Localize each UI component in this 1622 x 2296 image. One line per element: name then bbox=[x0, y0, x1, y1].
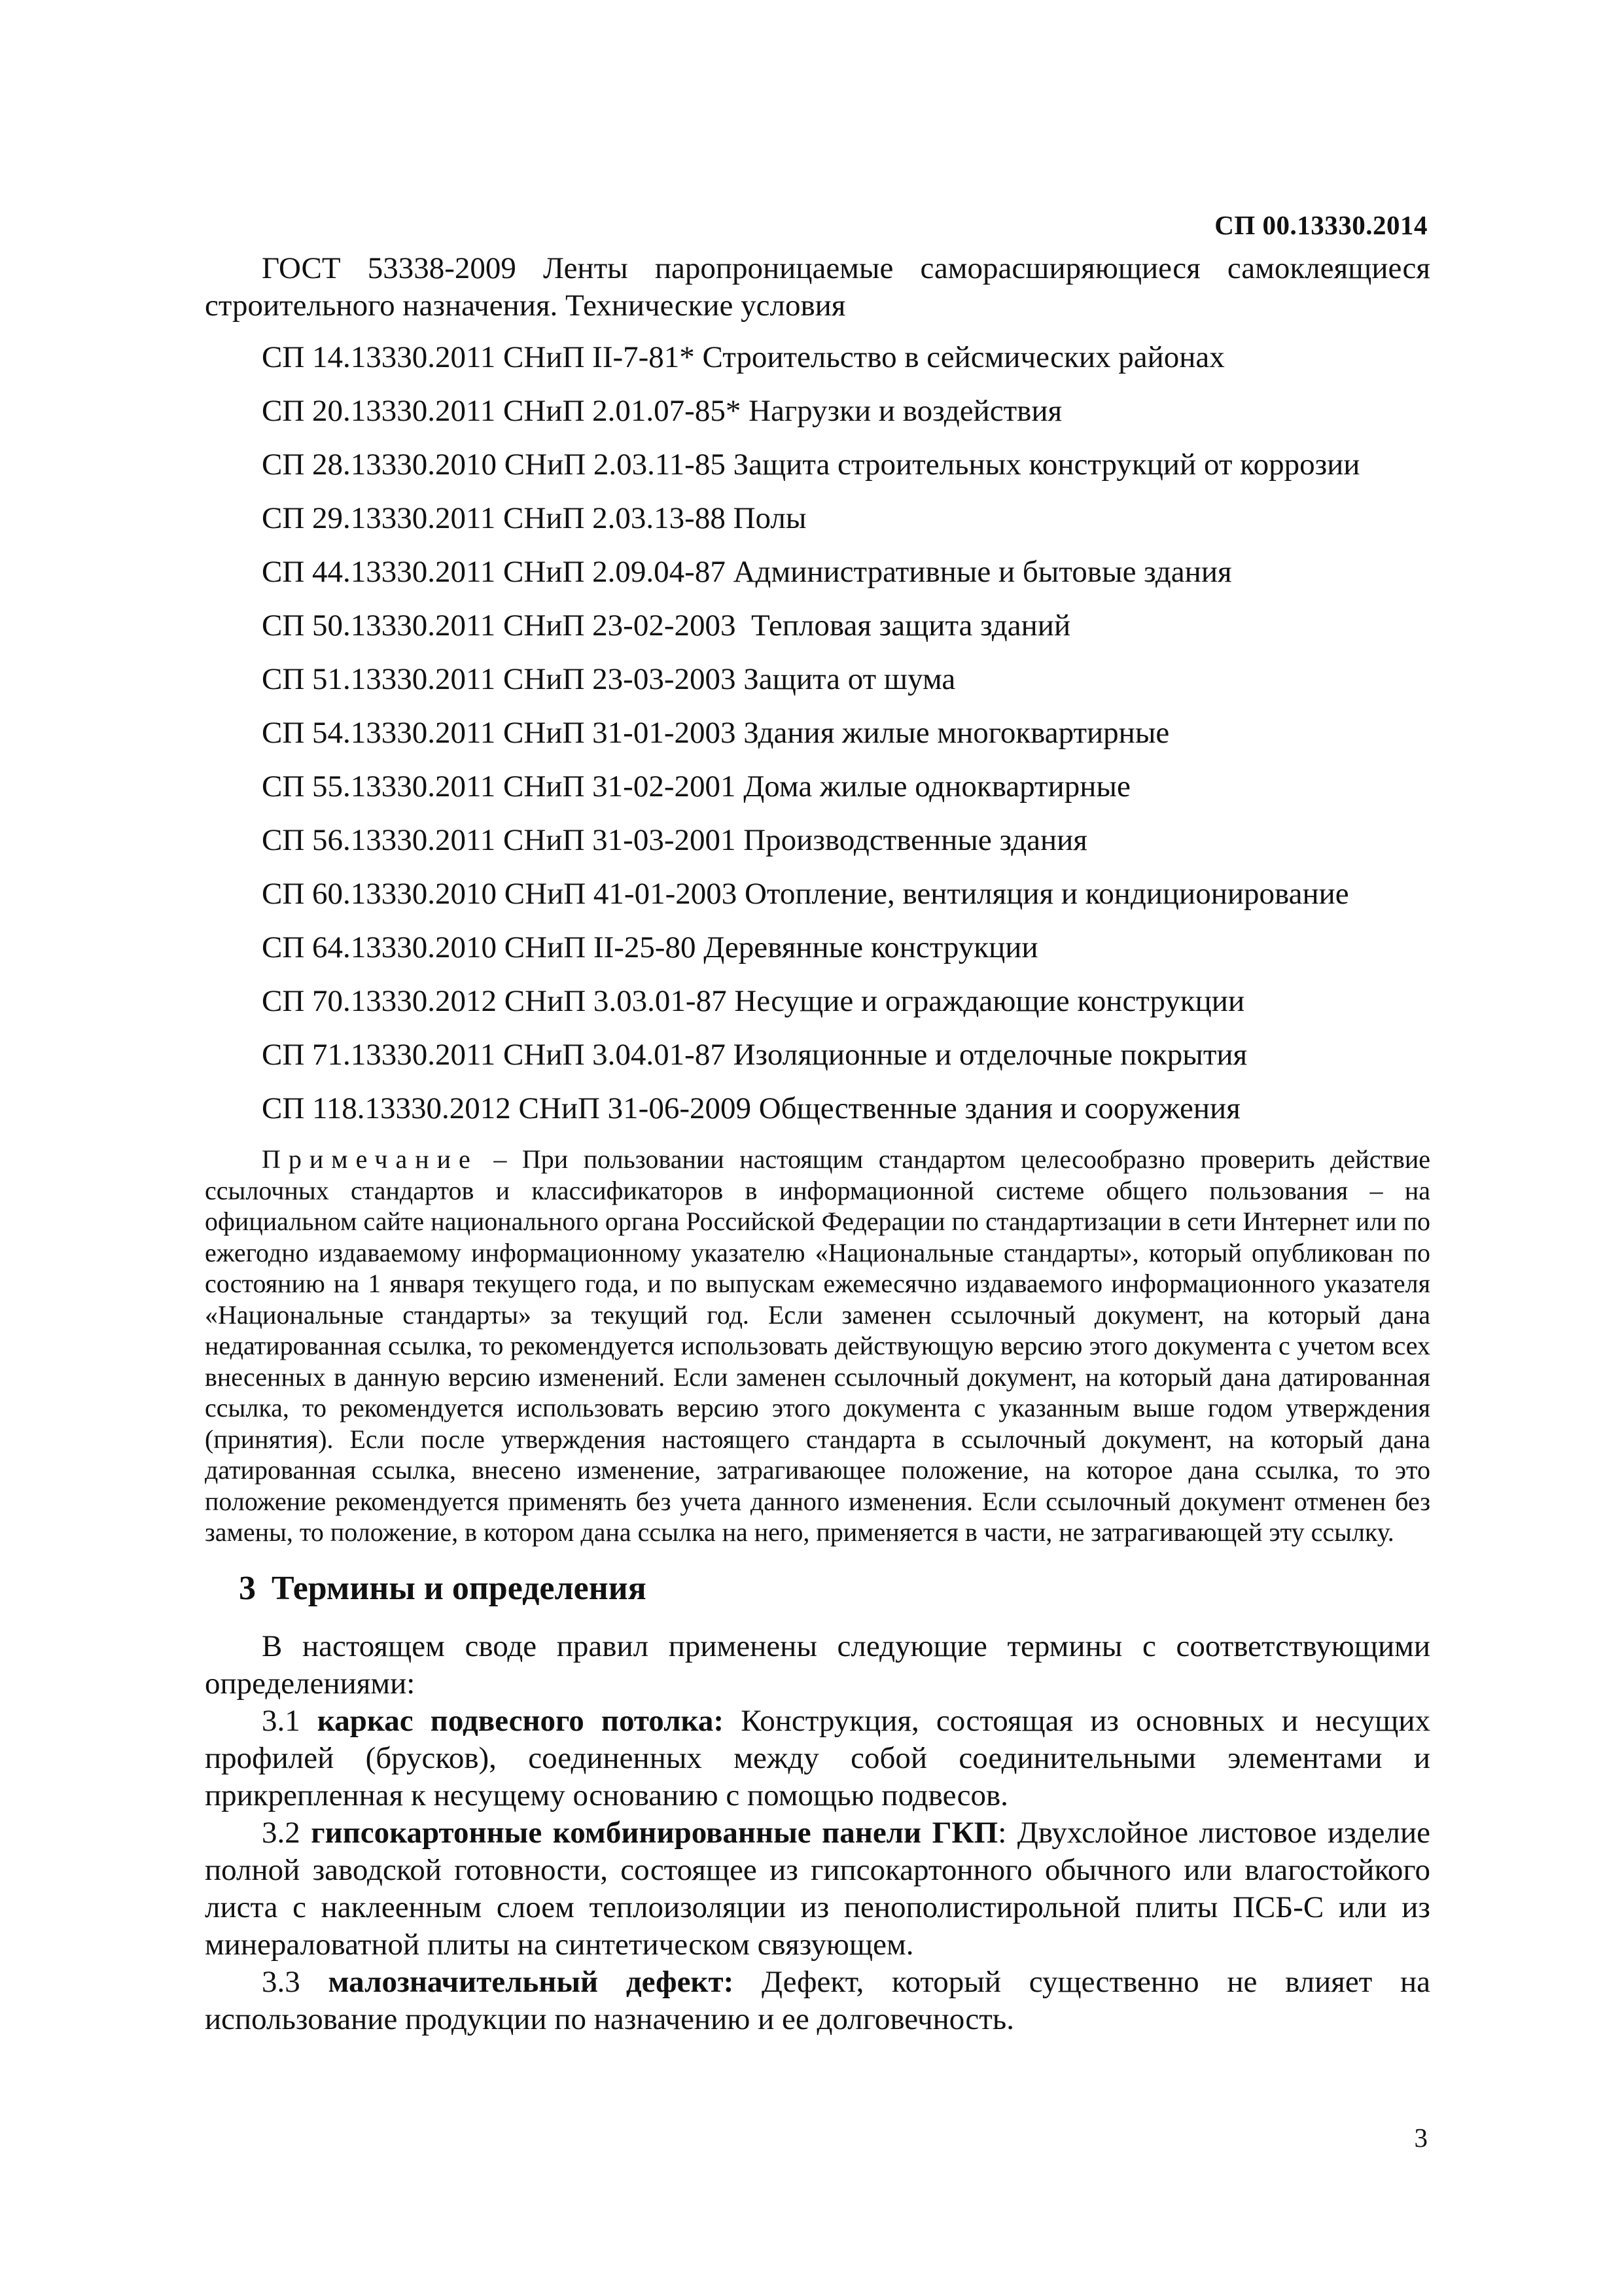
reference-item: СП 55.13330.2011 СНиП 31-02-2001 Дома жилые одноквартирные bbox=[262, 769, 1131, 804]
page-content bbox=[205, 250, 1430, 2038]
term-number: 3.2 bbox=[262, 1815, 300, 1850]
reference-item: СП 20.13330.2011 СНиП 2.01.07-85* Нагрузки и воздействия bbox=[262, 394, 1063, 428]
term-number: 3.3 bbox=[262, 1964, 300, 1999]
term-name: гипсокартонные комбинированные панели ГКП bbox=[311, 1815, 998, 1850]
reference-list bbox=[205, 339, 1430, 1127]
reference-item: СП 60.13330.2010 СНиП 41-01-2003 Отопление, вентиляция и кондиционирование bbox=[262, 877, 1349, 911]
reference-item: СП 14.13330.2011 СНиП II-7-81* Строительство в сейсмических районах bbox=[262, 340, 1225, 374]
reference-item: СП 29.13330.2011 СНиП 2.03.13-88 Полы bbox=[262, 501, 807, 535]
page-number: 3 bbox=[1414, 2123, 1428, 2153]
reference-gost: ГОСТ 53338-2009 Ленты паропроницаемые саморасширяющиеся самоклеящиеся строительного назначения. Технические условия bbox=[205, 251, 1430, 323]
term-text: Конструкция, состоящая из основных и несущих профилей (брусков), соединенных между собой соединительными элементами и прикрепленная к несущему основанию с помощью подвесов. bbox=[205, 1703, 1430, 1812]
term-definition bbox=[205, 1814, 1430, 1964]
reference-item: СП 56.13330.2011 СНиП 31-03-2001 Производственные здания bbox=[262, 823, 1087, 857]
reference-item: СП 51.13330.2011 СНиП 23-03-2003 Защита от шума bbox=[262, 662, 956, 696]
term-name: каркас подвесного потолка: bbox=[317, 1703, 724, 1738]
term-name: малозначительный дефект: bbox=[328, 1964, 734, 1999]
section-heading bbox=[205, 1568, 1430, 1610]
document-code: СП 00.13330.2014 bbox=[1214, 210, 1428, 240]
section-intro: В настоящем своде правил применены следующие термины с соответствующими определениями: bbox=[205, 1629, 1430, 1701]
reference-item: СП 44.13330.2011 СНиП 2.09.04-87 Административные и бытовые здания bbox=[262, 555, 1232, 589]
reference-item: СП 118.13330.2012 СНиП 31-06-2009 Общественные здания и сооружения bbox=[262, 1091, 1241, 1125]
note-text: – При пользовании настоящим стандартом целесообразно проверить действие ссылочных стандартов и классификаторов в информационной системе общего пользования – на официальном сайте национального органа Российской Федерации по стандартизации в сети Интернет или по ежегодно издаваемому информационному указателю «Национальные стандарты», который опубликован по состоянию на 1 января текущего года, и по выпускам ежемесячно издаваемого информационного указателя «Национальные стандарты» за текущий год. Если заменен ссылочный документ, на который дана недатированная ссылка, то рекомендуется использовать действующую версию этого документа с учетом всех внесенных в данную версию изменений. Если заменен ссылочный документ, на который дана датированная ссылка, то рекомендуется использовать версию этого документа с указанным выше годом утверждения (принятия). Если после утверждения настоящего стандарта в ссылочный документ, на который дана датированная ссылка, внесено изменение, затрагивающее положение, на которое дана ссылка, то это положение рекомендуется применять без учета данного изменения. Если ссылочный документ отменен без замены, то положение, в котором дана ссылка на него, применяется в части, не затрагивающей эту ссылку. bbox=[205, 1144, 1430, 1547]
term-definition bbox=[205, 1964, 1430, 2038]
reference-item: СП 50.13330.2011 СНиП 23-02-2003 Тепловая защита зданий bbox=[262, 609, 1071, 643]
section-number: 3 bbox=[239, 1569, 256, 1607]
term-text: : Двухслойное листовое изделие полной заводской готовности, состоящее из гипсокартонного обычного или влагостойкого листа с наклеенным слоем теплоизоляции из пенополистирольной плиты ПСБ-С или из минераловатной плиты на синтетическом связующем. bbox=[205, 1815, 1430, 1962]
note-paragraph bbox=[205, 1144, 1430, 1548]
reference-item: СП 28.13330.2010 СНиП 2.03.11-85 Защита строительных конструкций от коррозии bbox=[262, 448, 1360, 482]
reference-item: СП 71.13330.2011 СНиП 3.04.01-87 Изоляционные и отделочные покрытия bbox=[262, 1038, 1248, 1072]
term-definition bbox=[205, 1703, 1430, 1814]
term-number: 3.1 bbox=[262, 1703, 300, 1738]
reference-item: СП 64.13330.2010 СНиП II-25-80 Деревянные конструкции bbox=[262, 930, 1038, 964]
reference-item: СП 70.13330.2012 СНиП 3.03.01-87 Несущие и ограждающие конструкции bbox=[262, 984, 1245, 1018]
reference-item: СП 54.13330.2011 СНиП 31-01-2003 Здания жилые многоквартирные bbox=[262, 716, 1170, 750]
term-text: Дефект, который существенно не влияет на использование продукции по назначению и ее долговечность. bbox=[205, 1964, 1430, 2036]
note-label: Примечание bbox=[262, 1144, 478, 1174]
section-title: Термины и определения bbox=[272, 1569, 646, 1607]
